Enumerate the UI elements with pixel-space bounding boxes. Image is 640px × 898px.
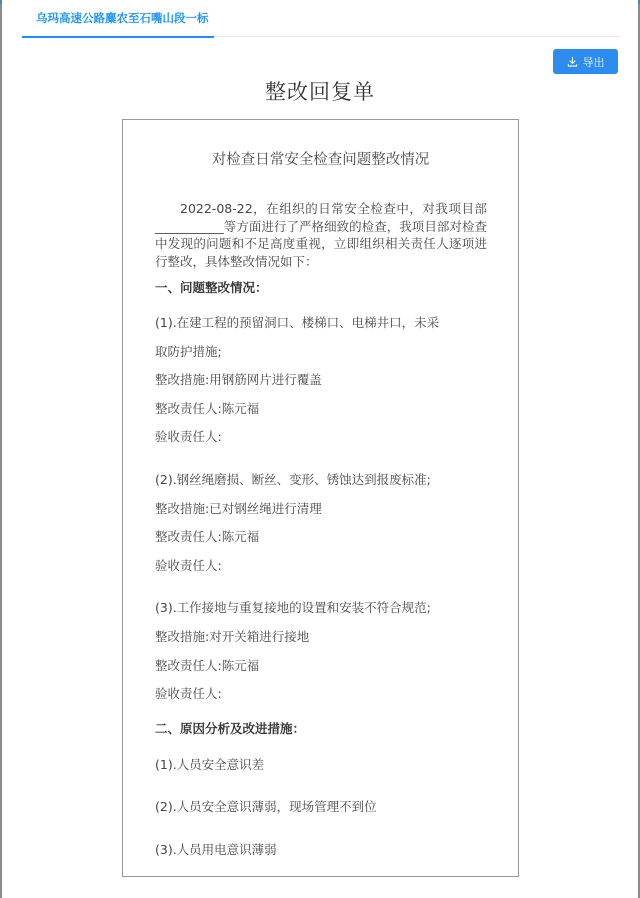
active-tab-indicator — [22, 36, 214, 38]
section2-heading: 二、原因分析及改进措施： — [155, 721, 306, 736]
download-icon — [567, 56, 578, 67]
tab-project-section[interactable] — [22, 0, 214, 37]
issue3-measure: 整改措施:对开关箱进行接地 — [155, 629, 310, 644]
tab-bar — [22, 0, 620, 37]
issue1-responsible: 整改责任人:陈元福 — [155, 401, 260, 416]
issue1-measure: 整改措施:用钢筋网片进行覆盖 — [155, 372, 322, 387]
issue3-acceptor: 验收责任人: — [155, 686, 222, 701]
issue1-acceptor: 验收责任人: — [155, 429, 222, 444]
issue1-problem-line2: 取防护措施; — [155, 344, 222, 359]
document-title: 整改回复单 — [265, 80, 375, 104]
issue2-acceptor: 验收责任人: — [155, 558, 222, 573]
issue3-responsible: 整改责任人:陈元福 — [155, 658, 260, 673]
issue2-problem: (2).钢丝绳磨损、断丝、变形、锈蚀达到报废标准; — [155, 472, 431, 487]
issue3-problem: (3).工作接地与重复接地的设置和安装不符合规范; — [155, 600, 431, 615]
tab-label: 乌玛高速公路麋农至石嘴山段一标 — [36, 11, 209, 25]
export-button[interactable] — [553, 49, 618, 74]
document-subtitle: 对检查日常安全检查问题整改情况 — [211, 152, 430, 168]
cause-item-1: (1).人员安全意识差 — [155, 757, 265, 772]
section1-heading: 一、问题整改情况： — [155, 280, 268, 295]
intro-paragraph: 2022-08-22，在组织的日常安全检查中，对我项目部___________等方面进行了严格细致的检查，我项目部对检查中发现的问题和不足高度重视，立即组织相关责任人逐项进行整改，具体整改情况如下： — [155, 201, 487, 269]
document-paper — [122, 119, 519, 877]
issue1-problem-line1: (1).在建工程的预留洞口、楼梯口、电梯井口，未采 — [155, 315, 440, 330]
export-label: 导出 — [582, 55, 605, 69]
cause-item-3: (3).人员用电意识薄弱 — [155, 842, 277, 857]
issue2-responsible: 整改责任人:陈元福 — [155, 529, 260, 544]
cause-item-2: (2).人员安全意识薄弱，现场管理不到位 — [155, 799, 377, 814]
rectification-reply-modal — [2, 0, 638, 898]
issue2-measure: 整改措施:已对钢丝绳进行清理 — [155, 501, 322, 516]
